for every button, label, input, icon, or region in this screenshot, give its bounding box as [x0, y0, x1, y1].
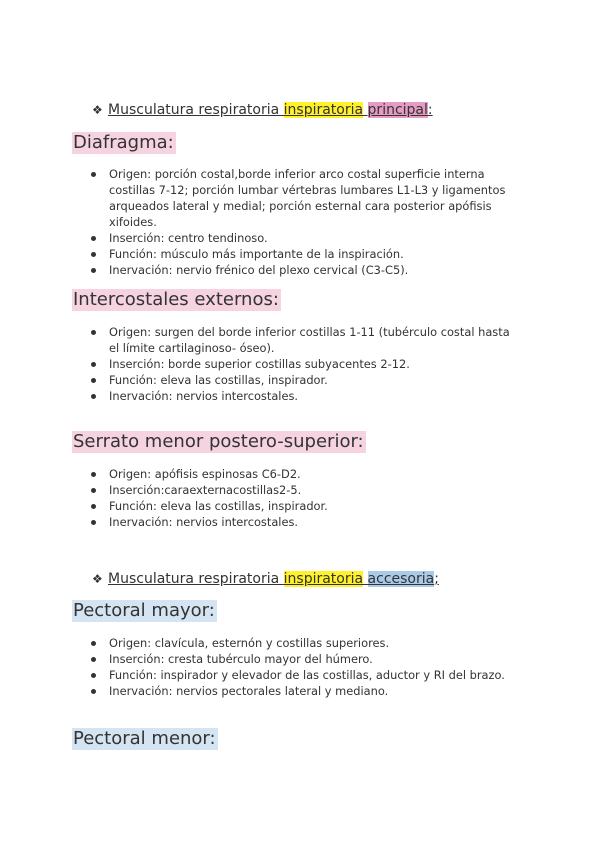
highlight-accesoria: accesoria [367, 571, 435, 587]
list-serrato [90, 466, 510, 530]
list-item: Origen: surgen del borde inferior costillas 1-11 (tubérculo costal hasta el límite cartilaginoso- óseo). [90, 324, 510, 356]
diamond-bullet-icon: ❖ [92, 572, 103, 586]
list-item: Inserción:caraexternacostillas2-5. [90, 482, 510, 498]
heading-text: Musculatura respiratoria inspiratoria accesoria; [108, 571, 439, 587]
highlight-inspiratoria: inspiratoria [283, 102, 364, 118]
title-diafragma: Diafragma: [73, 132, 174, 153]
list-item: Función: eleva las costillas, inspirador. [90, 372, 510, 388]
list-item: Inervación: nervios intercostales. [90, 388, 510, 404]
list-item: Inserción: cresta tubérculo mayor del húmero. [90, 651, 510, 667]
list-item: Inserción: centro tendinoso. [90, 230, 510, 246]
diamond-bullet-icon: ❖ [92, 103, 103, 117]
list-item: Inserción: borde superior costillas subyacentes 2-12. [90, 356, 510, 372]
list-item: Origen: clavícula, esternón y costillas superiores. [90, 635, 510, 651]
list-item: Función: inspirador y elevador de las costillas, aductor y RI del brazo. [90, 667, 510, 683]
highlight-principal: principal [367, 102, 428, 118]
title-serrato: Serrato menor postero-superior: [73, 431, 364, 452]
highlight-inspiratoria: inspiratoria [283, 571, 364, 587]
list-item: Origen: porción costal,borde inferior arco costal superficie interna costillas 7-12; porción lumbar vértebras lumbares L1-L3 y ligamentos arqueados lateral y medial; porción esternal cara posterior apófisis xifoides. [90, 166, 510, 230]
list-item: Inervación: nervios intercostales. [90, 514, 510, 530]
list-diafragma [90, 166, 510, 278]
heading-text: Musculatura respiratoria inspiratoria principal: [108, 102, 433, 118]
list-item: Inervación: nervios pectorales lateral y mediano. [90, 683, 510, 699]
list-item: Origen: apófisis espinosas C6-D2. [90, 466, 510, 482]
title-pectoral-menor: Pectoral menor: [73, 728, 216, 749]
list-intercostales [90, 324, 510, 404]
section-heading-principal [92, 101, 433, 119]
list-item: Inervación: nervio frénico del plexo cervical (C3-C5). [90, 262, 510, 278]
list-item: Función: músculo más importante de la inspiración. [90, 246, 510, 262]
title-intercostales: Intercostales externos: [73, 289, 279, 310]
list-pectoral-mayor [90, 635, 510, 699]
title-pectoral-mayor: Pectoral mayor: [73, 600, 215, 621]
section-heading-accesoria [92, 570, 439, 588]
list-item: Función: eleva las costillas, inspirador. [90, 498, 510, 514]
